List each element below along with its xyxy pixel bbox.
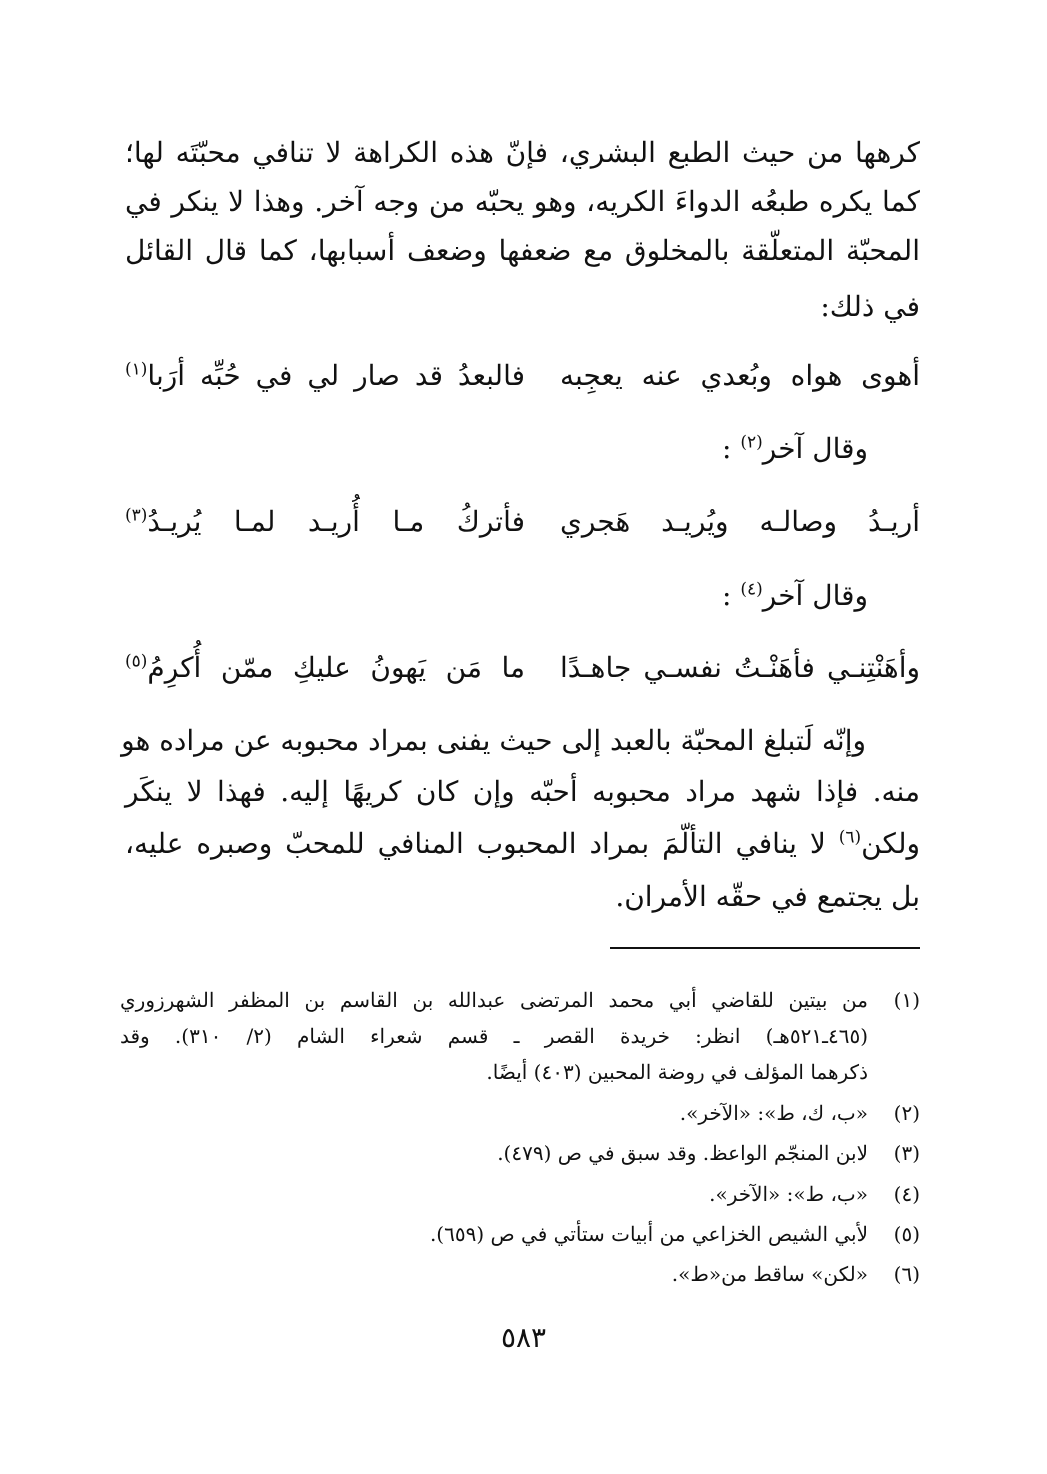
- footnote-separator: [610, 947, 920, 949]
- footnote-text: «ب، ك، ط»: «الآخر».: [679, 1101, 868, 1125]
- intro-colon: :: [722, 579, 732, 612]
- body-text: ولكن: [861, 827, 921, 860]
- footnote-text: «لكن» ساقط من«ط».: [671, 1262, 868, 1286]
- body-line: المحبّة المتعلّقة بالمخلوق مع ضعفها وضعف أسبابها، كما قال القائل: [125, 234, 920, 267]
- footnote-6: [120, 1256, 920, 1292]
- footnote-text: «ب، ط»: «الآخر».: [709, 1182, 868, 1206]
- footnote-ref: (٣): [125, 505, 148, 526]
- verse-second-hemistich: [125, 352, 525, 400]
- body-line: كما يكره طبعُه الدواءَ الكريه، وهو يحبّه من وجه آخر. وهذا لا ينكر في: [125, 185, 920, 218]
- footnote-1-cont: [120, 1018, 920, 1054]
- footnote-text: لابن المنجّم الواعظ. وقد سبق في ص (٤٧٩).: [497, 1141, 868, 1165]
- footnote-text: لأبي الشيص الخزاعي من أبيات ستأتي في ص (٦٥٩).: [429, 1222, 868, 1246]
- body-line: بل يجتمع في حقّه الأمران.: [615, 880, 920, 913]
- footnote-3: [120, 1135, 920, 1171]
- body-text: لا ينافي التألّمَ بمراد المحبوب المنافي للمحبّ وصبره عليه،: [125, 827, 826, 860]
- footnote-2: [120, 1095, 920, 1131]
- footnote-1: [120, 982, 920, 1018]
- page-number: ٥٨٣: [500, 1321, 547, 1354]
- footnote-number: (١): [893, 988, 920, 1012]
- footnote-5: [120, 1216, 920, 1252]
- body-line: [125, 822, 920, 866]
- verse-intro: [125, 574, 920, 618]
- intro-text: وقال آخر: [762, 579, 868, 612]
- verse-line: [125, 644, 920, 692]
- footnote-text: ذكرهما المؤلف في روضة المحبين (٤٠٣) أيضًا.: [486, 1060, 868, 1084]
- footnote-ref: (٤): [740, 579, 763, 600]
- footnote-number: (٦): [893, 1262, 920, 1286]
- verse-first-hemistich: أريـدُ وصالـه ويُريـد هَجري: [560, 505, 920, 538]
- footnote-1-cont: [120, 1054, 920, 1090]
- verse-text: فأتركُ مـا أُريـد لمـا يُريـدُ: [147, 505, 525, 538]
- footnote-ref: (٢): [740, 432, 763, 453]
- footnote-number: (٤): [893, 1182, 920, 1206]
- verse-first-hemistich: أهوى هواه وبُعدي عنه يعجِبه: [560, 359, 920, 392]
- verse-text: ما مَن يَهونُ عليكِ ممّن أُكرِمُ: [147, 651, 525, 684]
- footnote-number: (٢): [893, 1101, 920, 1125]
- verse-line: [125, 352, 920, 400]
- footnote-4: [120, 1176, 920, 1212]
- verse-first-hemistich: وأهَنْتِنـي فأهَنْـتُ نفسـي جاهـدًا: [560, 651, 920, 684]
- footnote-number: (٥): [893, 1222, 920, 1246]
- footnote-ref: (٥): [125, 651, 148, 672]
- body-line: وإنّه لَتبلغ المحبّة بالعبد إلى حيث يفنى بمراد محبوبه عن مراده هو: [121, 724, 866, 757]
- footnote-number: (٣): [893, 1141, 920, 1165]
- footnote-ref: (٦): [838, 827, 862, 848]
- verse-second-hemistich: [125, 498, 525, 546]
- verse-line: [125, 498, 920, 546]
- intro-text: وقال آخر: [762, 432, 868, 465]
- verse-second-hemistich: [125, 644, 525, 692]
- body-line: منه. فإذا شهد مراد محبوبه أحبّه وإن كان كريهًا إليه. فهذا لا ينكَر: [125, 775, 920, 808]
- footnote-ref: (١): [125, 359, 148, 380]
- intro-colon: :: [722, 432, 732, 465]
- footnote-text: من بيتين للقاضي أبي محمد المرتضى عبدالله بن القاسم بن المظفر الشهرزوري: [120, 988, 868, 1012]
- verse-intro: [125, 427, 920, 471]
- footnote-text: (٤٦٥ـ٥٢١هـ) انظر: خريدة القصر ـ قسم شعراء الشام (٢/ ٣١٠). وقد: [120, 1024, 868, 1048]
- body-line: في ذلك:: [820, 290, 920, 323]
- body-line: كرهها من حيث الطبع البشري، فإنّ هذه الكراهة لا تنافي محبّتَه لها؛: [125, 136, 920, 169]
- verse-text: فالبعدُ قد صار لي في حُبِّه أرَبا: [147, 359, 525, 392]
